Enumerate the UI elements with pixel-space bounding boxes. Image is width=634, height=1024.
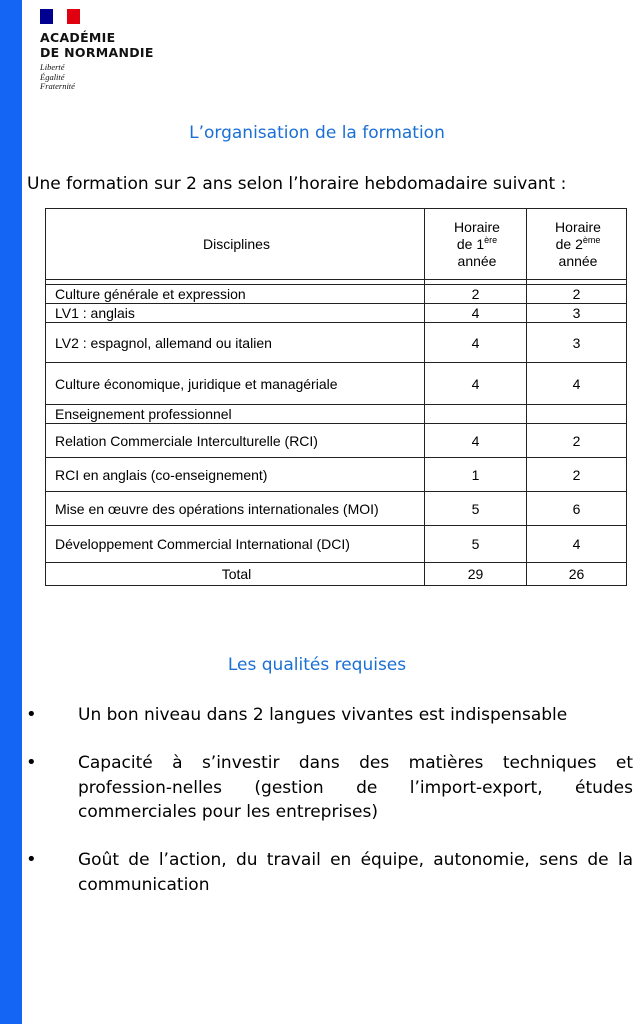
bullet-1: •	[26, 704, 37, 725]
discipline-cell: Culture économique, juridique et managériale	[46, 363, 425, 405]
header-year-1: Horaire de 1ère année	[425, 209, 527, 280]
discipline-cell: Enseignement professionnel	[46, 405, 425, 424]
section-title-organisation: L’organisation de la formation	[189, 123, 445, 143]
academie-logo	[40, 9, 154, 92]
year1-hours-cell: 29	[425, 563, 527, 586]
quality-item-2: Capacité à s’investir dans des matières techniques et profession-nelles (gestion de l’import-export, études commerciales pour les entreprises)	[78, 753, 633, 822]
bullet-3: •	[26, 849, 37, 870]
table-row	[46, 405, 627, 424]
year1-hours-cell	[425, 405, 527, 424]
year2-hours-cell: 2	[527, 285, 627, 304]
table-row	[46, 458, 627, 492]
discipline-cell: Développement Commercial International (DCI)	[46, 526, 425, 563]
year1-hours-cell: 4	[425, 363, 527, 405]
table-row	[46, 563, 627, 586]
year1-hours-cell: 5	[425, 492, 527, 526]
year1-hours-cell: 4	[425, 304, 527, 323]
year1-hours-cell: 2	[425, 285, 527, 304]
discipline-cell: Total	[46, 563, 425, 586]
year2-hours-cell: 26	[527, 563, 627, 586]
logo-line-1: ACADÉMIE	[40, 30, 116, 45]
header-disciplines: Disciplines	[46, 209, 425, 280]
quality-item-3: Goût de l’action, du travail en équipe, autonomie, sens de la communication	[78, 850, 633, 895]
year2-hours-cell: 6	[527, 492, 627, 526]
year2-hours-cell: 3	[527, 304, 627, 323]
year1-hours-cell: 4	[425, 323, 527, 363]
section-title-qualites: Les qualités requises	[227, 655, 407, 675]
year2-hours-cell: 2	[527, 424, 627, 458]
motto-egalite: Égalité	[40, 71, 65, 82]
table-row	[46, 285, 627, 304]
header-year-2: Horaire de 2ème année	[527, 209, 627, 280]
year1-hours-cell: 4	[425, 424, 527, 458]
discipline-cell: LV2 : espagnol, allemand ou italien	[46, 323, 425, 363]
motto-liberte: Liberté	[40, 62, 65, 72]
republic-motto	[40, 63, 154, 92]
table-row	[46, 424, 627, 458]
quality-item-1: Un bon niveau dans 2 langues vivantes est indispensable	[78, 705, 568, 725]
year2-hours-cell	[527, 405, 627, 424]
intro-text: Une formation sur 2 ans selon l’horaire hebdomadaire suivant :	[27, 174, 567, 194]
year1-hours-cell: 1	[425, 458, 527, 492]
discipline-cell: Culture générale et expression	[46, 285, 425, 304]
year2-hours-cell: 2	[527, 458, 627, 492]
discipline-cell: Relation Commerciale Interculturelle (RCI)	[46, 424, 425, 458]
logo-name	[40, 30, 154, 60]
table-row	[46, 304, 627, 323]
table-row	[46, 323, 627, 363]
bullet-2: •	[26, 752, 37, 773]
logo-line-2: DE NORMANDIE	[40, 45, 154, 60]
year2-hours-cell: 3	[527, 323, 627, 363]
discipline-cell: RCI en anglais (co-enseignement)	[46, 458, 425, 492]
marianne-flag-icon	[40, 9, 80, 24]
table-row	[46, 526, 627, 563]
blue-sidebar-band	[0, 0, 22, 1024]
discipline-cell: LV1 : anglais	[46, 304, 425, 323]
discipline-cell: Mise en œuvre des opérations internationales (MOI)	[46, 492, 425, 526]
motto-fraternite: Fraternité	[40, 81, 75, 91]
schedule-table	[45, 208, 627, 586]
year2-hours-cell: 4	[527, 526, 627, 563]
table-header-row	[46, 209, 627, 280]
year2-hours-cell: 4	[527, 363, 627, 405]
table-row	[46, 363, 627, 405]
table-row	[46, 492, 627, 526]
year1-hours-cell: 5	[425, 526, 527, 563]
